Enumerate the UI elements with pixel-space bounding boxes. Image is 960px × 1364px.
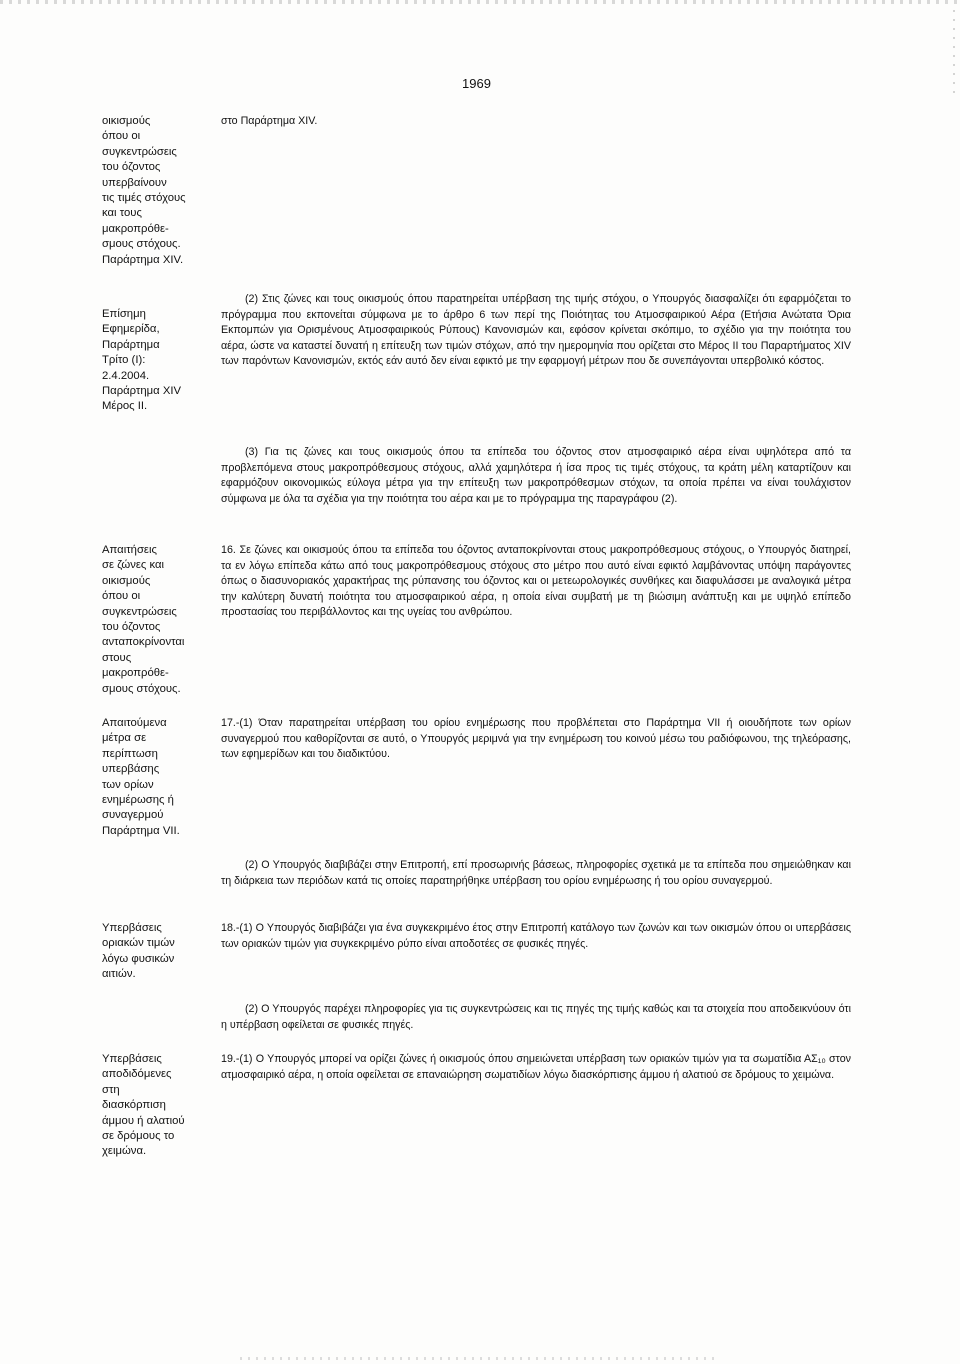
margin-note-line: Απαιτήσεις	[102, 544, 157, 556]
margin-note-line: ανταποκρίνονται	[102, 636, 185, 649]
margin-note-line: συγκεντρώσεις	[102, 145, 177, 158]
scan-top-edge	[0, 0, 960, 4]
margin-note-line: διασκόρπιση	[102, 1099, 166, 1112]
margin-note-alert-measures	[102, 716, 214, 839]
margin-note-line: όπου οι	[102, 590, 141, 603]
margin-note-sand-salt	[102, 1052, 214, 1160]
margin-note-line: άμμου ή αλατιού	[102, 1114, 185, 1127]
scan-right-edge	[953, 10, 955, 100]
margin-note-line: Παράρτημα VII.	[102, 824, 180, 837]
margin-note-line: συγκεντρώσεις	[102, 605, 177, 618]
margin-note-line: Υπερβάσεις	[102, 1053, 162, 1065]
margin-note-line: σμους στόχους.	[102, 238, 181, 251]
margin-note-line: οικισμούς	[102, 115, 151, 127]
margin-note-line: στη	[102, 1083, 120, 1096]
margin-note-line: μακροπρόθε-	[102, 222, 169, 235]
margin-note-line: μέτρα σε	[102, 732, 147, 745]
margin-note-line: τις τιμές στόχους	[102, 192, 186, 205]
paragraph-18-2: (2) Ο Υπουργός παρέχει πληροφορίες για τις συγκεντρώσεις και τις πηγές της τιμής καθώς και τα στοιχεία που αποδεικνύουν ότι η υπέρβαση οφείλεται σε φυσικές πηγές.	[221, 1003, 851, 1031]
paragraph-19-1: 19.-(1) Ο Υπουργός μπορεί να ορίζει ζώνες ή οικισμούς όπου σημειώνεται υπέρβαση των οριακών τιμών για τα σωματίδια ΑΣ₁₀ στον ατμοσφαιρικό αέρα, η οποία οφείλεται σε επαναιώρηση σωματιδίων λόγω διασκόρπισης άμμου ή αλατιού σε δρόμους το χειμώνα.	[221, 1053, 851, 1081]
margin-note-line: και τους	[102, 207, 142, 220]
paragraph-annex-xiv-ref: στο Παράρτημα XIV.	[221, 115, 318, 127]
margin-note-line: του όζοντος	[102, 621, 161, 634]
paragraph-15-3: (3) Για τις ζώνες και τους οικισμούς όπου τα επίπεδα του όζοντος στον ατμοσφαιρικό αέρα είναι υψηλότερα από τα προβλεπόμενα στους μακροπρόθεσμους στόχους, αλλά χαμηλότερα ή ίσα προς τις τιμές στόχους, τα κράτη μέλη καταρτίζουν και εφαρμόζουν οικονομικώς εύλογα μέτρα για την επίτευξη των μακροπρόθεσμων στόχων, τα οποία πρέπει να είναι τουλάχιστον σύμφωνα με όλα τα σχέδια για την ποιότητα του αέρα και με το πρόγραμμα της παραγράφου (2).	[221, 446, 851, 505]
margin-note-line: σε ζώνες και	[102, 559, 165, 572]
margin-note-natural-causes	[102, 921, 214, 983]
paragraph-18-1: 18.-(1) Ο Υπουργός διαβιβάζει για ένα συγκεκριμένο έτος στην Επιτροπή κατάλογο των ζωνών και των οικισμών όπου οι υπερβάσεις των οριακών τιμών για συγκεκριμένο ρύπο είναι αποδοτέες σε φυσικές πηγές.	[221, 922, 851, 950]
margin-note-line: Υπερβάσεις	[102, 922, 162, 934]
margin-note-line: σε δρόμους το	[102, 1130, 175, 1143]
margin-note-line: Παράρτημα	[102, 338, 160, 351]
margin-note-line: λόγω φυσικών	[102, 952, 175, 965]
paragraph-15-2: (2) Στις ζώνες και τους οικισμούς όπου παρατηρείται υπέρβαση της τιμής στόχου, ο Υπουργός διασφαλίζει ότι εφαρμόζεται το πρόγραμμα που εκπονείται σύμφωνα με το άρθρο 6 των περί της Ποιότητας του Ατμοσφαιρικού Αέρα (Ετήσια Ανώτατα Όρια Εκπομπών για Ορισμένους Ατμοσφαιρικούς Ρύπους) Κανονισμών και, εφόσον κρίνεται σκόπιμο, το σχέδιο για την ποιότητα του αέρα, ώστε να καταστεί δυνατή η επίτευξη των τιμών στόχων, από την ημερομηνία που ορίζεται στο Μέρος ΙΙ του Παραρτήματος XIV των παρόντων Κανονισμών, εκτός εάν αυτό δεν είναι εφικτό με την εφαρμογή μέτρων που δε συνεπάγονται υπερβολικό κόστος.	[221, 293, 851, 368]
margin-note-long-term-requirements	[102, 543, 214, 697]
margin-note-line: χειμώνα.	[102, 1145, 147, 1158]
margin-note-line: Μέρος ΙΙ.	[102, 400, 148, 413]
margin-note-line: υπερβαίνουν	[102, 176, 167, 189]
margin-note-line: οριακών τιμών	[102, 937, 175, 950]
margin-note-line: υπερβάσης	[102, 763, 160, 776]
margin-note-line: αποδιδόμενες	[102, 1068, 172, 1081]
paragraph-16: 16. Σε ζώνες και οικισμούς όπου τα επίπεδα του όζοντος ανταποκρίνονται στους μακροπρόθεσμους στόχους, ο Υπουργός διατηρεί, τα εν λόγω επίπεδα κάτω από τους μακροπρόθεσμους στόχους στο μέτρο που αυτό είναι εφικτό λαμβάνοντας υπόψη παράγοντες όπως ο διασυνοριακός χαρακτήρας της ρύπανσης του όζοντος και οι μετεωρολογικές συνθήκες και διαφυλάσσει με αναλογικά μέτρα την καλύτερη δυνατή ποιότητα του ατμοσφαιρικού αέρα, η οποία είναι συμβατή με τη βιώσιμη ανάπτυξη και με υψηλό επίπεδο προστασίας του περιβάλλοντος και της υγείας του ανθρώπου.	[221, 544, 851, 619]
margin-note-line: συναγερμού	[102, 809, 164, 822]
margin-note-target-exceedance	[102, 114, 214, 268]
scan-bottom-edge	[240, 1357, 720, 1360]
margin-note-line: του όζοντος	[102, 161, 161, 174]
paragraph-17-1: 17.-(1) Όταν παρατηρείται υπέρβαση του ορίου ενημέρωσης που προβλέπεται στο Παράρτημα VII ή οιουδήποτε των ορίων συναγερμού που καθορίζονται σε αυτό, ο Υπουργός μεριμνά για την ενημέρωση του κοινού μέσω του ραδιόφωνου, της τηλεόρασης, των εφημερίδων και του διαδικτύου.	[221, 717, 851, 761]
margin-note-line: όπου οι	[102, 130, 141, 143]
margin-note-line: Εφημερίδα,	[102, 323, 160, 336]
margin-note-line: των ορίων	[102, 778, 154, 791]
margin-note-line: οικισμούς	[102, 574, 151, 587]
margin-note-line: περίπτωση	[102, 747, 158, 760]
margin-note-line: Απαιτούμενα	[102, 717, 167, 729]
margin-note-line: Τρίτο (Ι):	[102, 354, 146, 367]
margin-note-line: 2.4.2004.	[102, 369, 150, 382]
paragraph-17-2: (2) Ο Υπουργός διαβιβάζει στην Επιτροπή, επί προσωρινής βάσεως, πληροφορίες σχετικά με τα επίπεδα που σημειώθηκαν και τη διάρκεια των περιόδων κατά τις οποίες παρατηρήθηκε υπέρβαση του ορίου ενημέρωσης ή του ορίου συναγερμού.	[221, 859, 851, 887]
margin-note-line: Παράρτημα XIV	[102, 385, 182, 398]
margin-note-line: στους	[102, 651, 132, 664]
margin-note-line: Επίσημη	[102, 308, 146, 320]
margin-note-line: αιτιών.	[102, 968, 136, 981]
margin-note-line: μακροπρόθε-	[102, 667, 169, 680]
margin-note-line: ενημέρωσης ή	[102, 794, 174, 807]
page-number: 1969	[462, 76, 491, 91]
margin-note-gazette-reference	[102, 307, 214, 415]
margin-note-line: σμους στόχους.	[102, 682, 181, 695]
margin-note-line: Παράρτημα XIV.	[102, 253, 184, 266]
